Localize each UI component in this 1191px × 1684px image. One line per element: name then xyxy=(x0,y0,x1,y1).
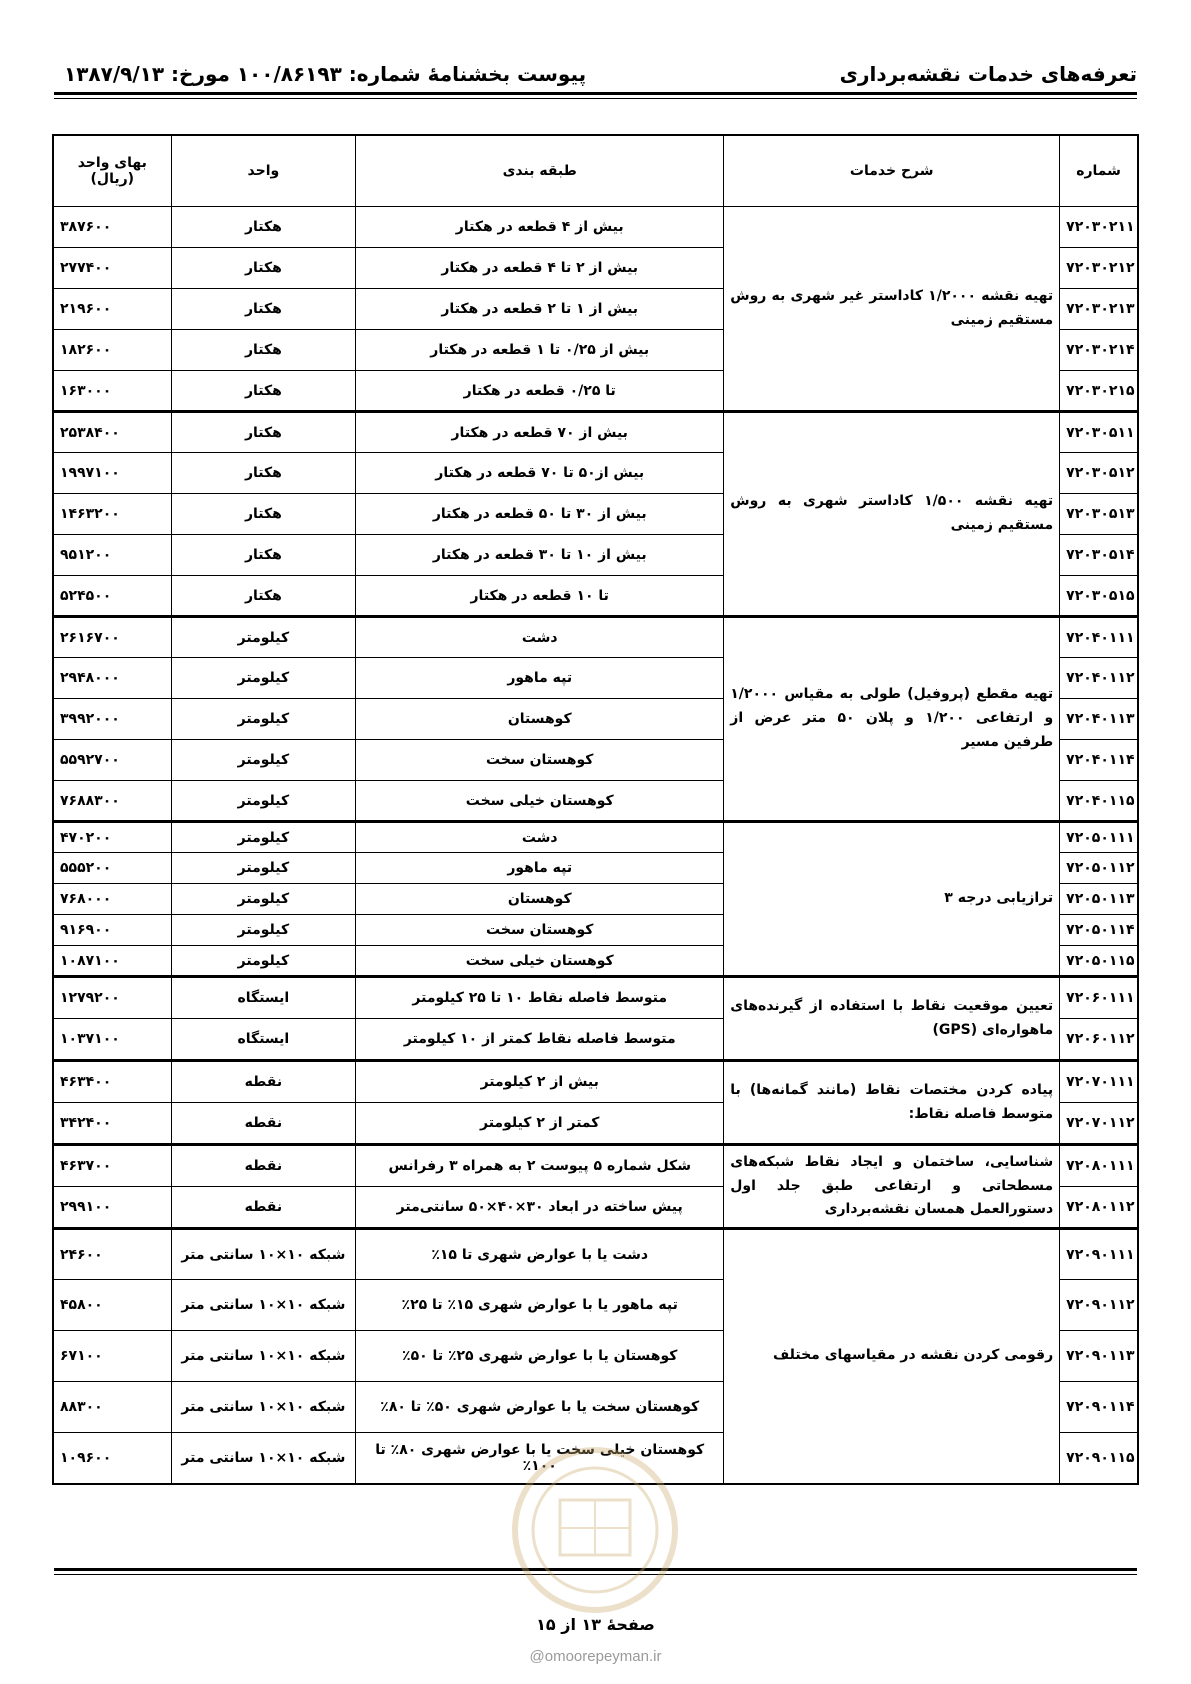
service-code: ۷۲۰۵۰۱۱۱ xyxy=(1060,822,1138,853)
service-description: تعیین موقعیت نقاط با استفاده از گیرنده‌های ماهواره‌ای (GPS) xyxy=(724,977,1060,1061)
service-code: ۷۲۰۳۰۲۱۴ xyxy=(1060,330,1138,371)
unit-cell: هکتار xyxy=(171,371,356,412)
service-description: تهیه مقطع (پروفیل) طولی به مقیاس ۱/۲۰۰۰ و ارتفاعی ۱/۲۰۰ و پلان ۵۰ متر عرض از طرفین مسیر xyxy=(724,617,1060,822)
unit-cell: شبکه ۱۰×۱۰ سانتی متر xyxy=(171,1229,356,1280)
price-cell: ۵۵۹۲۷۰۰ xyxy=(53,740,171,781)
price-cell: ۲۵۳۸۴۰۰ xyxy=(53,412,171,453)
price-cell: ۳۸۷۶۰۰ xyxy=(53,207,171,248)
unit-cell: کیلومتر xyxy=(171,884,356,915)
service-code: ۷۲۰۹۰۱۱۵ xyxy=(1060,1433,1138,1484)
unit-cell: هکتار xyxy=(171,330,356,371)
price-cell: ۴۷۰۲۰۰ xyxy=(53,822,171,853)
classification-cell: بیش از ۱۰ تا ۳۰ قطعه در هکتار xyxy=(356,535,724,576)
classification-cell: متوسط فاصله نقاط ۱۰ تا ۲۵ کیلومتر xyxy=(356,977,724,1019)
price-cell: ۹۱۶۹۰۰ xyxy=(53,915,171,946)
price-cell: ۲۶۱۶۷۰۰ xyxy=(53,617,171,658)
header-service: شرح خدمات xyxy=(724,135,1060,207)
service-code: ۷۲۰۴۰۱۱۲ xyxy=(1060,658,1138,699)
unit-cell: نقطه xyxy=(171,1187,356,1229)
classification-cell: کوهستان xyxy=(356,699,724,740)
classification-cell: بیش از ۳۰ تا ۵۰ قطعه در هکتار xyxy=(356,494,724,535)
header-price: بهای واحد (ریال) xyxy=(53,135,171,207)
service-description: تهیه نقشه ۱/۲۰۰۰ کاداستر غیر شهری به روش مستقیم زمینی xyxy=(724,207,1060,412)
header-classification: طبقه بندی xyxy=(356,135,724,207)
unit-cell: هکتار xyxy=(171,412,356,453)
price-cell: ۱۸۲۶۰۰ xyxy=(53,330,171,371)
price-cell: ۸۸۳۰۰ xyxy=(53,1382,171,1433)
page-number: صفحهٔ ۱۳ از ۱۵ xyxy=(536,1615,655,1634)
unit-cell: کیلومتر xyxy=(171,781,356,822)
price-cell: ۴۵۸۰۰ xyxy=(53,1280,171,1331)
classification-cell: بیش از ۲ تا ۴ قطعه در هکتار xyxy=(356,248,724,289)
table-row xyxy=(53,207,1138,248)
service-code: ۷۲۰۵۰۱۱۴ xyxy=(1060,915,1138,946)
price-cell: ۲۹۹۱۰۰ xyxy=(53,1187,171,1229)
service-code: ۷۲۰۳۰۵۱۲ xyxy=(1060,453,1138,494)
price-cell: ۱۴۶۳۲۰۰ xyxy=(53,494,171,535)
unit-cell: شبکه ۱۰×۱۰ سانتی متر xyxy=(171,1331,356,1382)
service-code: ۷۲۰۳۰۵۱۵ xyxy=(1060,576,1138,617)
service-code: ۷۲۰۳۰۵۱۳ xyxy=(1060,494,1138,535)
service-code: ۷۲۰۴۰۱۱۵ xyxy=(1060,781,1138,822)
classification-cell: کوهستان سخت یا با عوارض شهری ۵۰٪ تا ۸۰٪ xyxy=(356,1382,724,1433)
document-title: تعرفه‌های خدمات نقشه‌برداری xyxy=(839,62,1137,86)
service-code: ۷۲۰۹۰۱۱۲ xyxy=(1060,1280,1138,1331)
unit-cell: نقطه xyxy=(171,1061,356,1103)
circular-reference: پیوست بخشنامهٔ شماره: ۱۰۰/۸۶۱۹۳ مورخ: ۱۳۸۷/۹/۱۳ xyxy=(64,62,587,86)
service-description: رقومی کردن نقشه در مقیاسهای مختلف xyxy=(724,1229,1060,1484)
table-row xyxy=(53,977,1138,1019)
table-row xyxy=(53,1229,1138,1280)
unit-cell: شبکه ۱۰×۱۰ سانتی متر xyxy=(171,1382,356,1433)
classification-cell: کمتر از ۲ کیلومتر xyxy=(356,1103,724,1145)
classification-cell: تپه ماهور xyxy=(356,853,724,884)
service-code: ۷۲۰۹۰۱۱۱ xyxy=(1060,1229,1138,1280)
classification-cell: تپه ماهور یا با عوارض شهری ۱۵٪ تا ۲۵٪ xyxy=(356,1280,724,1331)
classification-cell: بیش از ۱ تا ۲ قطعه در هکتار xyxy=(356,289,724,330)
page-header xyxy=(54,56,1137,90)
classification-cell: دشت xyxy=(356,822,724,853)
price-cell: ۹۵۱۲۰۰ xyxy=(53,535,171,576)
service-code: ۷۲۰۵۰۱۱۵ xyxy=(1060,946,1138,977)
service-code: ۷۲۰۷۰۱۱۱ xyxy=(1060,1061,1138,1103)
tariff-table xyxy=(52,134,1139,1485)
classification-cell: کوهستان یا با عوارض شهری ۲۵٪ تا ۵۰٪ xyxy=(356,1331,724,1382)
classification-cell: کوهستان خیلی سخت xyxy=(356,781,724,822)
unit-cell: کیلومتر xyxy=(171,822,356,853)
table-row xyxy=(53,1145,1138,1187)
unit-cell: کیلومتر xyxy=(171,915,356,946)
header-unit: واحد xyxy=(171,135,356,207)
classification-cell: دشت یا با عوارض شهری تا ۱۵٪ xyxy=(356,1229,724,1280)
classification-cell: تا ۰/۲۵ قطعه در هکتار xyxy=(356,371,724,412)
table-row xyxy=(53,1061,1138,1103)
classification-cell: تپه ماهور xyxy=(356,658,724,699)
service-code: ۷۲۰۵۰۱۱۲ xyxy=(1060,853,1138,884)
classification-cell: کوهستان خیلی سخت xyxy=(356,946,724,977)
service-description: ترازیابی درجه ۳ xyxy=(724,822,1060,977)
price-cell: ۷۶۸۸۳۰۰ xyxy=(53,781,171,822)
service-code: ۷۲۰۶۰۱۱۲ xyxy=(1060,1019,1138,1061)
website-watermark: @omoorepeyman.ir xyxy=(529,1648,662,1665)
price-cell: ۲۷۷۴۰۰ xyxy=(53,248,171,289)
price-cell: ۴۶۳۴۰۰ xyxy=(53,1061,171,1103)
classification-cell: بیش از ۰/۲۵ تا ۱ قطعه در هکتار xyxy=(356,330,724,371)
unit-cell: ایستگاه xyxy=(171,977,356,1019)
table-header-row xyxy=(53,135,1138,207)
service-code: ۷۲۰۹۰۱۱۳ xyxy=(1060,1331,1138,1382)
classification-cell: تا ۱۰ قطعه در هکتار xyxy=(356,576,724,617)
table-row xyxy=(53,617,1138,658)
service-code: ۷۲۰۸۰۱۱۱ xyxy=(1060,1145,1138,1187)
service-code: ۷۲۰۳۰۲۱۳ xyxy=(1060,289,1138,330)
service-code: ۷۲۰۸۰۱۱۲ xyxy=(1060,1187,1138,1229)
price-cell: ۱۶۳۰۰۰ xyxy=(53,371,171,412)
classification-cell: متوسط فاصله نقاط کمتر از ۱۰ کیلومتر xyxy=(356,1019,724,1061)
classification-cell: کوهستان xyxy=(356,884,724,915)
classification-cell: شکل شماره ۵ پیوست ۲ به همراه ۳ رفرانس xyxy=(356,1145,724,1187)
price-cell: ۵۲۴۵۰۰ xyxy=(53,576,171,617)
price-cell: ۳۴۲۴۰۰ xyxy=(53,1103,171,1145)
unit-cell: نقطه xyxy=(171,1145,356,1187)
price-cell: ۱۹۹۷۱۰۰ xyxy=(53,453,171,494)
header-rule-thin xyxy=(54,98,1137,99)
price-cell: ۶۷۱۰۰ xyxy=(53,1331,171,1382)
seal-watermark-icon xyxy=(480,1440,710,1620)
price-cell: ۷۶۸۰۰۰ xyxy=(53,884,171,915)
price-cell: ۱۲۷۹۲۰۰ xyxy=(53,977,171,1019)
classification-cell: بیش از ۲ کیلومتر xyxy=(356,1061,724,1103)
classification-cell: بیش از ۷۰ قطعه در هکتار xyxy=(356,412,724,453)
classification-cell: پیش ساخته در ابعاد ۳۰×۴۰×۵۰ سانتی‌متر xyxy=(356,1187,724,1229)
unit-cell: شبکه ۱۰×۱۰ سانتی متر xyxy=(171,1433,356,1484)
price-cell: ۲۹۴۸۰۰۰ xyxy=(53,658,171,699)
price-cell: ۵۵۵۲۰۰ xyxy=(53,853,171,884)
header-code: شماره xyxy=(1060,135,1138,207)
unit-cell: هکتار xyxy=(171,494,356,535)
unit-cell: کیلومتر xyxy=(171,617,356,658)
unit-cell: هکتار xyxy=(171,576,356,617)
unit-cell: کیلومتر xyxy=(171,740,356,781)
price-cell: ۲۱۹۶۰۰ xyxy=(53,289,171,330)
service-code: ۷۲۰۶۰۱۱۱ xyxy=(1060,977,1138,1019)
price-cell: ۱۰۹۶۰۰ xyxy=(53,1433,171,1484)
unit-cell: هکتار xyxy=(171,207,356,248)
service-code: ۷۲۰۵۰۱۱۳ xyxy=(1060,884,1138,915)
service-description: تهیه نقشه ۱/۵۰۰ کاداستر شهری به روش مستقیم زمینی xyxy=(724,412,1060,617)
classification-cell: کوهستان خیلی سخت یا با عوارض شهری ۸۰٪ تا ۱۰۰٪ xyxy=(356,1433,724,1484)
table-row xyxy=(53,412,1138,453)
service-code: ۷۲۰۴۰۱۱۴ xyxy=(1060,740,1138,781)
service-code: ۷۲۰۳۰۵۱۱ xyxy=(1060,412,1138,453)
unit-cell: ایستگاه xyxy=(171,1019,356,1061)
price-cell: ۳۹۹۲۰۰۰ xyxy=(53,699,171,740)
unit-cell: هکتار xyxy=(171,248,356,289)
service-description: شناسایی، ساختمان و ایجاد نقاط شبکه‌های مسطحاتی و ارتفاعی طبق جلد اول دستورالعمل همسان نقشه‌برداری xyxy=(724,1145,1060,1229)
table-row xyxy=(53,822,1138,853)
service-code: ۷۲۰۳۰۵۱۴ xyxy=(1060,535,1138,576)
price-cell: ۱۰۸۷۱۰۰ xyxy=(53,946,171,977)
unit-cell: شبکه ۱۰×۱۰ سانتی متر xyxy=(171,1280,356,1331)
unit-cell: کیلومتر xyxy=(171,658,356,699)
service-code: ۷۲۰۹۰۱۱۴ xyxy=(1060,1382,1138,1433)
unit-cell: کیلومتر xyxy=(171,853,356,884)
unit-cell: هکتار xyxy=(171,453,356,494)
service-code: ۷۲۰۳۰۲۱۱ xyxy=(1060,207,1138,248)
price-cell: ۱۰۳۷۱۰۰ xyxy=(53,1019,171,1061)
classification-cell: بیش از ۴ قطعه در هکتار xyxy=(356,207,724,248)
unit-cell: هکتار xyxy=(171,535,356,576)
header-rule xyxy=(54,92,1137,95)
classification-cell: دشت xyxy=(356,617,724,658)
unit-cell: هکتار xyxy=(171,289,356,330)
classification-cell: کوهستان سخت xyxy=(356,740,724,781)
service-code: ۷۲۰۴۰۱۱۱ xyxy=(1060,617,1138,658)
unit-cell: کیلومتر xyxy=(171,946,356,977)
unit-cell: نقطه xyxy=(171,1103,356,1145)
table-body xyxy=(53,207,1138,1484)
service-code: ۷۲۰۴۰۱۱۳ xyxy=(1060,699,1138,740)
classification-cell: بیش از۵۰ تا ۷۰ قطعه در هکتار xyxy=(356,453,724,494)
service-code: ۷۲۰۳۰۲۱۵ xyxy=(1060,371,1138,412)
price-cell: ۴۶۳۷۰۰ xyxy=(53,1145,171,1187)
service-code: ۷۲۰۷۰۱۱۲ xyxy=(1060,1103,1138,1145)
classification-cell: کوهستان سخت xyxy=(356,915,724,946)
unit-cell: کیلومتر xyxy=(171,699,356,740)
service-description: پیاده کردن مختصات نقاط (مانند گمانه‌ها) با متوسط فاصله نقاط: xyxy=(724,1061,1060,1145)
service-code: ۷۲۰۳۰۲۱۲ xyxy=(1060,248,1138,289)
price-cell: ۲۴۶۰۰ xyxy=(53,1229,171,1280)
